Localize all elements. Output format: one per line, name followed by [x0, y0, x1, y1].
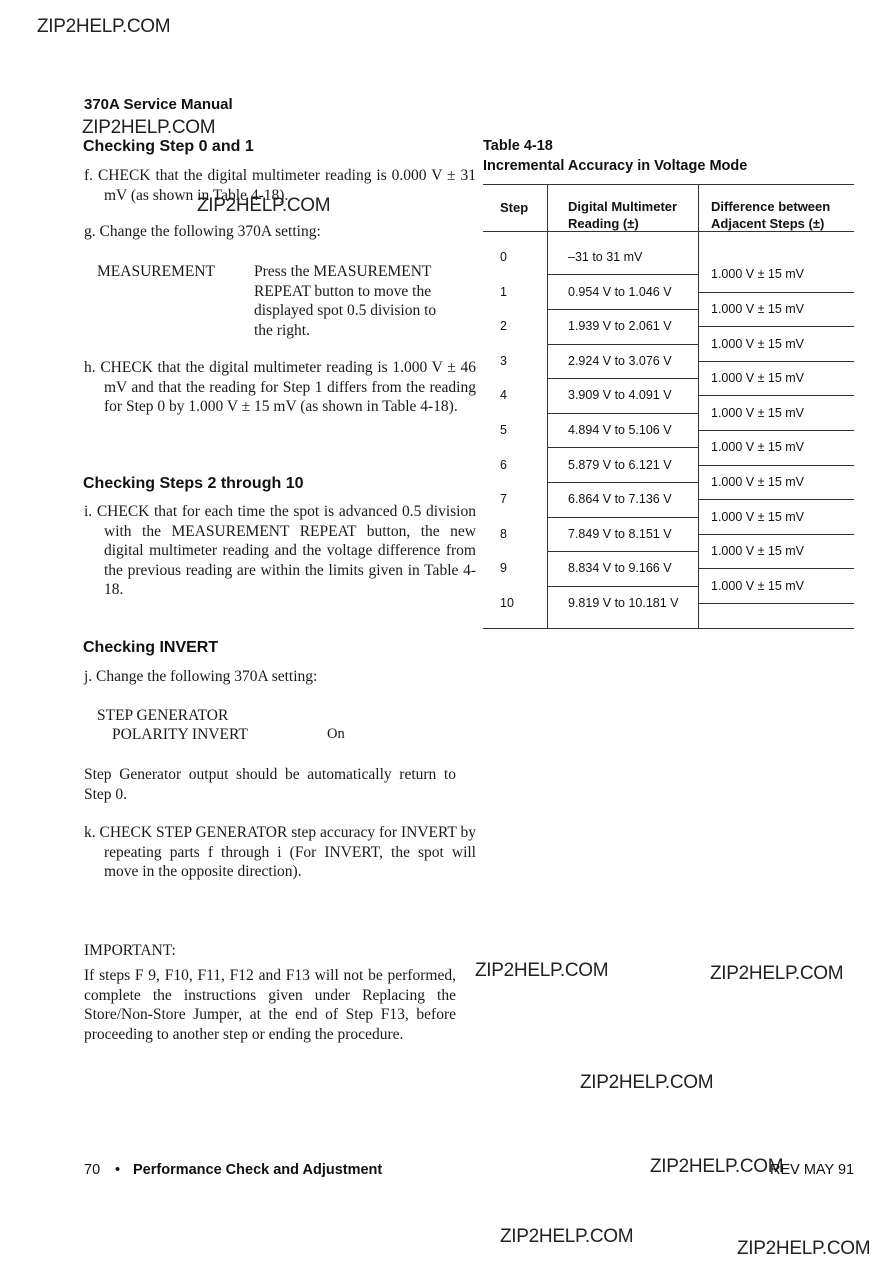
cell-step: 4: [500, 388, 507, 403]
setting-instruction: Press the MEASUREMENT REPEAT button to move the displayed spot 0.5 division to the right.: [254, 263, 437, 339]
cell-reading: 9.819 V to 10.181 V: [568, 596, 679, 610]
cell-difference: 1.000 V ± 15 mV: [711, 474, 805, 489]
watermark: ZIP2HELP.COM: [37, 16, 171, 37]
setting-label-measurement: MEASUREMENT: [97, 263, 215, 280]
watermark: ZIP2HELP.COM: [82, 117, 216, 138]
cell-reading: 1.939 V to 2.061 V: [568, 319, 672, 334]
step-i-text: i. CHECK that for each time the spot is advanced 0.5 division with the MEASUREMENT REPEAT button, the new digital multimeter reading and the voltage difference from the previous reading are within the limits given in Table 4-18.: [84, 503, 476, 598]
cell-difference: 1.000 V ± 15 mV: [711, 301, 805, 316]
footer-bullet: •: [115, 1162, 121, 1178]
step-h-text: h. CHECK that the digital multimeter reading is 1.000 V ± 46 mV and that the reading for Step 1 differs from the reading for Step 0 by 1.000 V ± 15 mV (as shown in Table 4-18).: [84, 359, 476, 415]
setting-label-step-generator: STEP GENERATOR: [97, 707, 229, 724]
watermark: ZIP2HELP.COM: [710, 963, 844, 984]
cell-step: 8: [500, 526, 507, 541]
cell-reading: –31 to 31 mV: [568, 250, 643, 264]
diff-divider: [698, 395, 854, 396]
cell-step: 3: [500, 353, 507, 368]
diff-divider: [698, 465, 854, 466]
header-diff-line1: Difference between: [711, 199, 831, 214]
cell-difference: 1.000 V ± 15 mV: [711, 267, 805, 282]
section-heading-invert: Checking INVERT: [83, 639, 219, 656]
cell-step: 9: [500, 561, 507, 576]
row-divider: [547, 344, 698, 345]
diff-divider: [698, 603, 854, 604]
watermark: ZIP2HELP.COM: [500, 1226, 634, 1247]
table-number: Table 4-18: [483, 138, 553, 154]
header-dmm-line2: Reading (±): [568, 216, 639, 231]
cell-reading: 7.849 V to 8.151 V: [568, 526, 672, 541]
diff-divider: [698, 499, 854, 500]
row-divider: [547, 447, 698, 448]
important-text: If steps F 9, F10, F11, F12 and F13 will not be performed, complete the instructions given under Replacing the Store/Non-Store Jumper, at the end of Step F13, before proceeding to another step or ending the procedure.: [84, 967, 456, 1043]
watermark: ZIP2HELP.COM: [737, 1238, 871, 1259]
cell-step: 5: [500, 423, 507, 437]
row-divider: [547, 274, 698, 275]
step-k-text: k. CHECK STEP GENERATOR step accuracy for INVERT by repeating parts f through i (For INVERT, the spot will move in the opposite direction).: [84, 824, 476, 880]
cell-difference: 1.000 V ± 15 mV: [711, 405, 805, 420]
cell-difference: 1.000 V ± 15 mV: [711, 336, 805, 351]
footer-section-title: Performance Check and Adjustment: [133, 1162, 383, 1178]
invert-note: Step Generator output should be automatically return to Step 0.: [84, 766, 456, 803]
table-title: Incremental Accuracy in Voltage Mode: [483, 158, 748, 174]
cell-step: 2: [500, 319, 507, 334]
cell-step: 6: [500, 457, 507, 472]
header-step: Step: [500, 200, 529, 215]
cell-difference: 1.000 V ± 15 mV: [711, 509, 805, 524]
diff-divider: [698, 534, 854, 535]
section-heading-step-0-1: Checking Step 0 and 1: [83, 138, 254, 155]
setting-label-polarity-invert: POLARITY INVERT: [112, 726, 248, 743]
manual-title: 370A Service Manual: [84, 96, 233, 113]
row-divider: [547, 378, 698, 379]
cell-reading: 3.909 V to 4.091 V: [568, 388, 672, 403]
row-divider: [547, 517, 698, 518]
header-diff-line2: Adjacent Steps (±): [711, 216, 825, 231]
row-divider: [547, 586, 698, 587]
watermark: ZIP2HELP.COM: [197, 195, 331, 216]
watermark: ZIP2HELP.COM: [650, 1156, 784, 1177]
step-g-text: g. Change the following 370A setting:: [84, 223, 321, 240]
row-divider: [547, 413, 698, 414]
row-divider: [547, 309, 698, 310]
diff-divider: [698, 292, 854, 293]
cell-step: 1: [500, 284, 507, 299]
diff-divider: [698, 326, 854, 327]
revision-date: REV MAY 91: [770, 1162, 855, 1178]
row-divider: [547, 551, 698, 552]
cell-step: 7: [500, 492, 507, 507]
header-dmm-line1: Digital Multimeter: [568, 199, 678, 214]
cell-difference: 1.000 V ± 15 mV: [711, 578, 805, 593]
step-j-text: j. Change the following 370A setting:: [84, 668, 318, 685]
table-column-divider: [547, 185, 548, 628]
cell-reading: 6.864 V to 7.136 V: [568, 492, 672, 507]
step-f-text: f. CHECK that the digital multimeter reading is 0.000 V ± 31 mV (as shown in Table 4-18).: [84, 167, 476, 204]
diff-divider: [698, 430, 854, 431]
cell-difference: 1.000 V ± 15 mV: [711, 544, 805, 559]
cell-step: 10: [500, 596, 514, 610]
cell-step: 0: [500, 250, 507, 264]
page-number: 70: [84, 1162, 101, 1178]
diff-divider: [698, 361, 854, 362]
cell-reading: 0.954 V to 1.046 V: [568, 284, 672, 299]
cell-difference: 1.000 V ± 15 mV: [711, 371, 805, 386]
important-label: IMPORTANT:: [84, 942, 176, 959]
cell-difference: 1.000 V ± 15 mV: [711, 440, 805, 455]
cell-reading: 2.924 V to 3.076 V: [568, 353, 672, 368]
table-column-divider: [698, 185, 699, 628]
setting-value-on: On: [327, 726, 345, 742]
diff-divider: [698, 568, 854, 569]
watermark: ZIP2HELP.COM: [580, 1072, 714, 1093]
section-heading-steps-2-10: Checking Steps 2 through 10: [83, 475, 304, 492]
cell-reading: 5.879 V to 6.121 V: [568, 457, 672, 472]
cell-reading: 4.894 V to 5.106 V: [568, 423, 672, 437]
cell-reading: 8.834 V to 9.166 V: [568, 561, 672, 576]
watermark: ZIP2HELP.COM: [475, 960, 609, 981]
row-divider: [547, 482, 698, 483]
accuracy-table: [483, 184, 854, 629]
